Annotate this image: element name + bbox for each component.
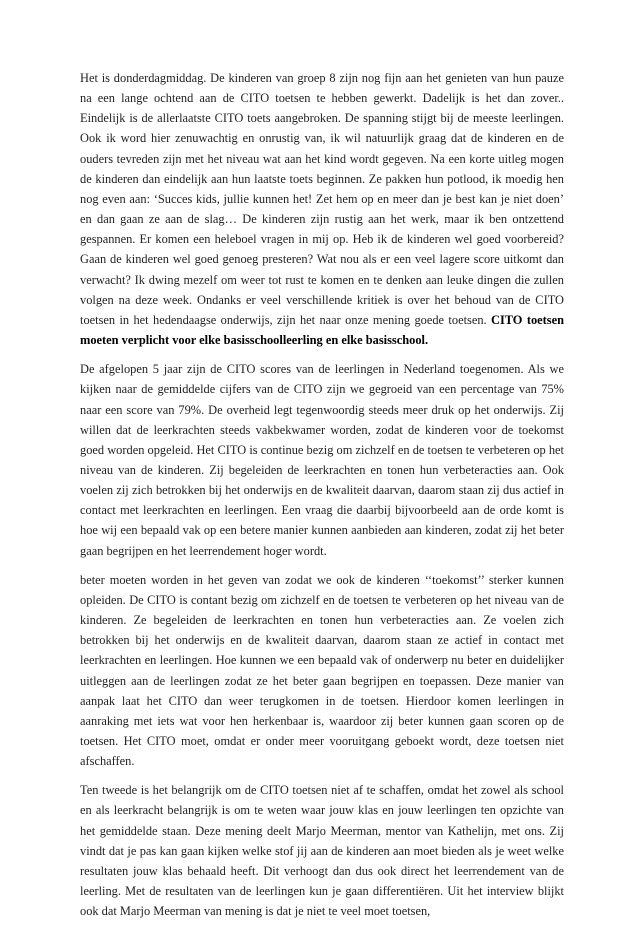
paragraph-second-argument-text: Ten tweede is het belangrijk om de CITO toetsen niet af te schaffen, omdat het zowel als school en als leerkracht belangrijk is om te weten waar jouw klas en jouw leerlingen ten opzichte van het gemiddelde staan. Deze mening deelt Marjo Meerman, mentor van Kathelijn, met ons. Zij vindt dat je pas kan gaan kijken welke stof jij aan de kinderen aan moet bieden als je weet welke resultaten jouw klas behaald heeft. Dit verhoogt dan dus ook direct het leerrendement van de leerling. Met de resultaten van de leerlingen kun je gaan differentiëren. Uit het interview blijkt ook dat Marjo Meerman van mening is dat je niet te veel moet toetsen, [80,783,564,919]
document-page [80,68,564,930]
paragraph-intro [80,68,564,350]
paragraph-cito-scores-text: De afgelopen 5 jaar zijn de CITO scores van de leerlingen in Nederland toegenomen. Als we kijken naar de gemiddelde cijfers van de CITO zijn we gegroeid van een percentage van 75% naar een score van 79%. De overheid legt tegenwoordig steeds meer druk op het onderwijs. Zij willen dat de leerkrachten steeds vakbekwamer worden, zodat de kinderen voor de toekomst goed worden opgeleid. Het CITO is continue bezig om zichzelf en de toetsen te verbeteren op het niveau van de kinderen. Zij begeleiden de leerkrachten en tonen hun verbeteracties aan. Ook voelen zij zich betrokken bij het onderwijs en de kwaliteit daarvan, daarom staan zij dus actief in contact met leerkrachten en leerlingen. Een vraag die daarbij bijvoorbeeld aan de orde komt is hoe wij een bepaald vak op een betere manier kunnen aanbieden aan kinderen, zodat zij het beter gaan begrijpen en het leerrendement hoger wordt. [80,362,564,558]
thesis-statement: CITO toetsen moeten verplicht voor elke basisschoolleerling en elke basisschool. [80,312,564,348]
paragraph-intro-text: Het is donderdagmiddag. De kinderen van groep 8 zijn nog fijn aan het genieten van hun pauze na een lange ochtend aan de CITO toetsen te hebben gewerkt. Dadelijk is het dan zover.. Eindelijk is de allerlaatste CITO toets aangebroken. De spanning stijgt bij de meeste leerlingen. Ook ik word hier zenuwachtig en onrustig van, ik wil natuurlijk graag dat de kinderen en de ouders tevreden zijn met het niveau wat aan het kind wordt gegeven. Na een korte uitleg mogen de kinderen dan eindelijk aan hun laatste toets beginnen. Ze pakken hun potlood, ik moedig hen nog even aan: ‘Succes kids, jullie kunnen het! Zet hem op en meer dan je best kan je niet doen’ en dan gaan ze aan de slag… De kinderen zijn rustig aan het werk, maar ik ben ontzettend gespannen. Er komen een heleboel vragen in mij op. Heb ik de kinderen wel goed voorbereid? Gaan de kinderen wel goed genoeg presteren? Wat nou als er een veel lagere score uitkomt dan verwacht? Ik dwing mezelf om weer tot rust te komen en te denken aan leuke dingen die zullen volgen na deze week. Ondanks er veel verschillende kritiek is over het behoud van de CITO toetsen in het hedendaagse onderwijs, zijn het naar onze mening goede toetsen. [80,71,564,327]
paragraph-improvement [80,570,564,772]
paragraph-improvement-text: beter moeten worden in het geven van zodat we ook de kinderen ‘‘toekomst’’ sterker kunnen opleiden. De CITO is contant bezig om zichzelf en de toetsen te verbeteren op het niveau van de kinderen. Ze begeleiden de leerkrachten en tonen hun verbeteracties aan. Ze voelen zich betrokken bij het onderwijs en de kwaliteit daarvan, daarom staan ze actief in contact met leerkrachten en leerlingen. Hoe kunnen we een bepaald vak of onderwerp nu beter en duidelijker uitleggen aan de leerlingen zodat ze het beter gaan begrijpen en toepassen. Deze manier van aanpak laat het CITO dan weer terugkomen in de toetsen. Hierdoor komen leerlingen in aanraking met iets wat voor hen herkenbaar is, waardoor zij beter kunnen gaan scoren op de toetsen. Het CITO moet, omdat er onder meer vooruitgang geboekt wordt, deze toetsen niet afschaffen. [80,572,564,769]
paragraph-second-argument [80,780,564,921]
paragraph-cito-scores [80,359,564,561]
